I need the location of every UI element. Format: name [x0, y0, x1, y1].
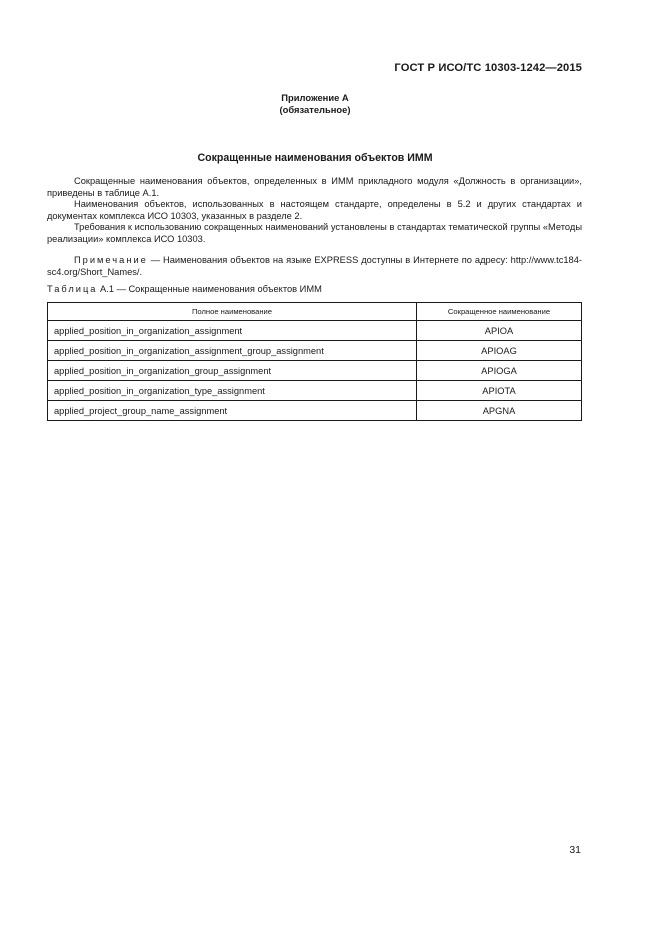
table-caption — [47, 284, 322, 294]
header-short-name: Сокращенное наименование — [417, 303, 582, 321]
note-label: Примечание — [74, 255, 148, 265]
cell-full-name: applied_position_in_organization_assignment — [48, 321, 417, 341]
section-title: Сокращенные наименования объектов ИММ — [197, 152, 433, 164]
header-full-name: Полное наименование — [48, 303, 417, 321]
cell-short-name: APIOGA — [417, 361, 582, 381]
table-row — [48, 341, 582, 361]
paragraph-3: Требования к использованию сокращенных наименований установлены в стандартах тематической группы «Методы реализации» комплекса ИСО 10303. — [47, 222, 582, 244]
cell-short-name: APIOA — [417, 321, 582, 341]
cell-full-name: applied_position_in_organization_assignment_group_assignment — [48, 341, 417, 361]
paragraph-1: Сокращенные наименования объектов, определенных в ИММ прикладного модуля «Должность в организации», приведены в таблице А.1. — [47, 176, 582, 198]
annex-title: Приложение А — [281, 92, 349, 103]
table-row — [48, 361, 582, 381]
note — [47, 255, 582, 278]
table-row — [48, 401, 582, 421]
table-row — [48, 381, 582, 401]
note-paragraph — [47, 255, 582, 278]
note-text: — Наименования объектов на языке EXPRESS доступны в Интернете по адресу: http://www.tc184-sc4.org/Short_Names/. — [47, 255, 582, 277]
cell-full-name: applied_position_in_organization_group_assignment — [48, 361, 417, 381]
table-header-row — [48, 303, 582, 321]
table-caption-text: А.1 — Сокращенные наименования объектов ИММ — [97, 284, 322, 294]
paragraph-2: Наименования объектов, использованных в настоящем стандарте, определены в 5.2 и других стандартах и документах комплекса ИСО 10303, указанных в разделе 2. — [47, 199, 582, 221]
document-code: ГОСТ Р ИСО/ТС 10303-1242—2015 — [394, 62, 582, 74]
short-names-table — [47, 302, 582, 421]
cell-full-name: applied_project_group_name_assignment — [48, 401, 417, 421]
cell-short-name: APIOTA — [417, 381, 582, 401]
annex-status: (обязательное) — [279, 104, 351, 115]
page-number: 31 — [569, 844, 581, 856]
cell-short-name: APIOAG — [417, 341, 582, 361]
table-caption-label: Таблица — [47, 284, 98, 294]
cell-full-name: applied_position_in_organization_type_assignment — [48, 381, 417, 401]
table-row — [48, 321, 582, 341]
cell-short-name: APGNA — [417, 401, 582, 421]
body-paragraphs — [47, 176, 582, 246]
